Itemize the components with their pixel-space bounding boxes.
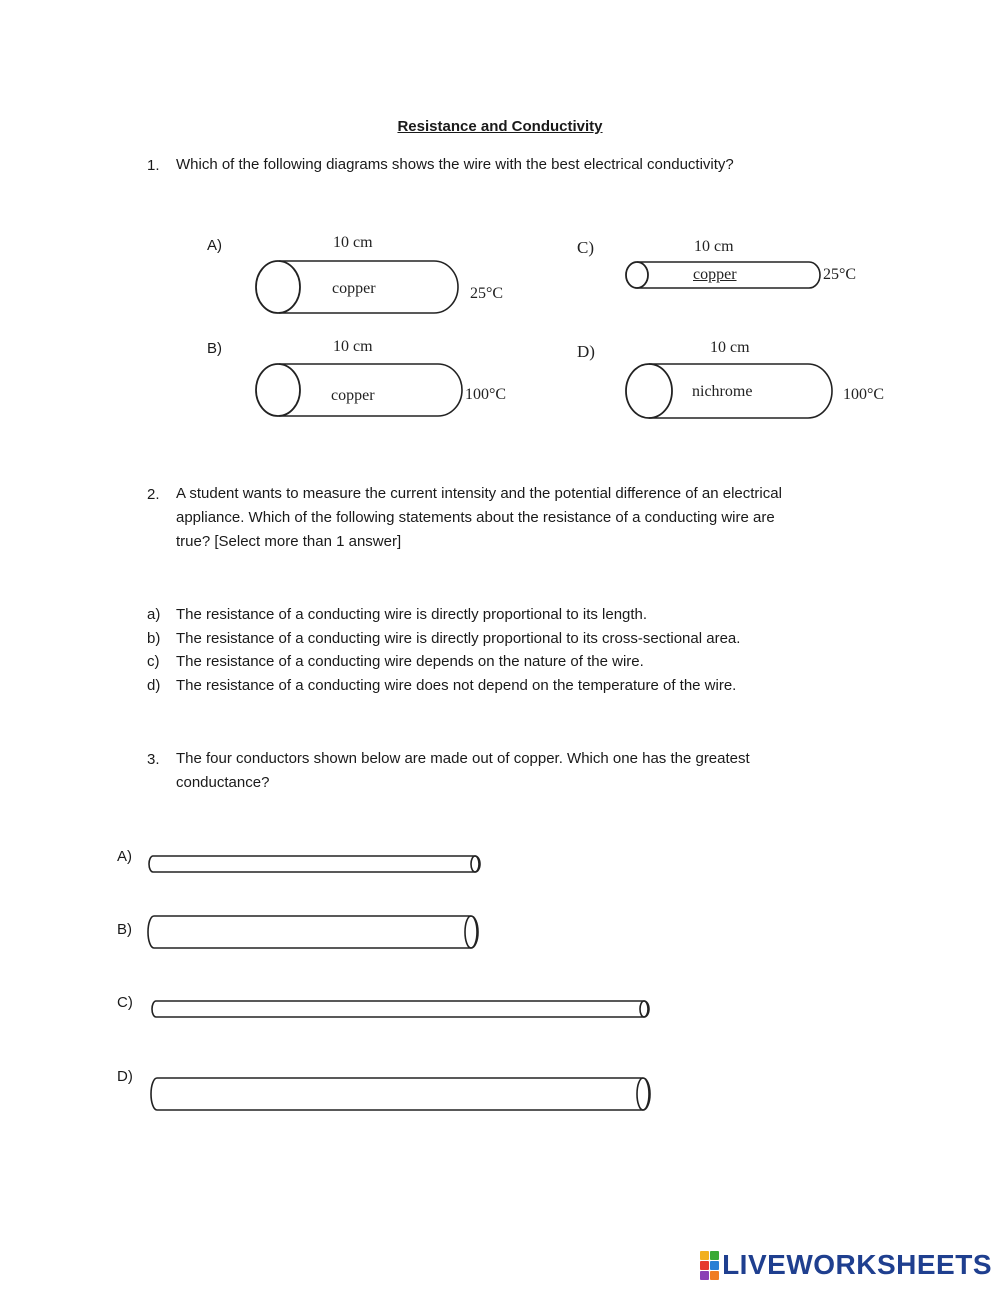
q1-option-b-length: 10 cm bbox=[333, 338, 373, 355]
q1-option-d-letter[interactable]: D) bbox=[577, 342, 595, 361]
q3-option-a-letter[interactable]: A) bbox=[117, 848, 132, 865]
liveworksheets-logo-text: LIVEWORKSHEETS bbox=[722, 1249, 992, 1280]
question-2-line-2: appliance. Which of the following statements about the resistance of a conducting wire are bbox=[176, 509, 775, 526]
q2-option-d-text[interactable]: The resistance of a conducting wire does not depend on the temperature of the wire. bbox=[176, 677, 737, 694]
q3-option-b-wire bbox=[146, 914, 486, 950]
q1-option-c-temp: 25°C bbox=[823, 266, 857, 283]
q3-option-b-letter[interactable]: B) bbox=[117, 921, 132, 938]
q3-option-d-letter[interactable]: D) bbox=[117, 1068, 133, 1085]
q1-option-d-temp: 100°C bbox=[843, 386, 885, 403]
liveworksheets-logo bbox=[700, 1249, 992, 1281]
q2-option-a-letter[interactable]: a) bbox=[147, 606, 161, 623]
question-1-number: 1. bbox=[147, 157, 160, 174]
q2-option-c-letter[interactable]: c) bbox=[147, 653, 160, 670]
question-1-text: Which of the following diagrams shows the wire with the best electrical conductivity? bbox=[176, 156, 734, 173]
q2-option-a-text[interactable]: The resistance of a conducting wire is directly proportional to its length. bbox=[176, 606, 648, 623]
q3-option-d-wire bbox=[149, 1076, 659, 1112]
question-2-number: 2. bbox=[147, 486, 160, 503]
question-2-line-3: true? [Select more than 1 answer] bbox=[176, 533, 402, 550]
q2-option-c-text[interactable]: The resistance of a conducting wire depends on the nature of the wire. bbox=[176, 653, 644, 670]
q1-option-c-material: copper bbox=[693, 266, 737, 283]
q2-option-b-letter[interactable]: b) bbox=[147, 630, 161, 647]
question-3-number: 3. bbox=[147, 751, 160, 768]
q1-option-a-length: 10 cm bbox=[333, 234, 373, 251]
q1-option-d-length: 10 cm bbox=[710, 339, 750, 356]
q1-option-c-length: 10 cm bbox=[694, 238, 734, 255]
q3-option-c-letter[interactable]: C) bbox=[117, 994, 133, 1011]
liveworksheets-logo-icon bbox=[700, 1251, 719, 1280]
question-3-line-2: conductance? bbox=[176, 774, 270, 791]
question-2-line-1: A student wants to measure the current intensity and the potential difference of an electrical bbox=[176, 485, 782, 502]
q1-option-b-temp: 100°C bbox=[465, 386, 507, 403]
q1-option-c-letter[interactable]: C) bbox=[577, 238, 594, 257]
q2-option-b-text[interactable]: The resistance of a conducting wire is directly proportional to its cross-sectional area. bbox=[176, 630, 741, 647]
q2-option-d-letter[interactable]: d) bbox=[147, 677, 161, 694]
q1-option-d-material: nichrome bbox=[692, 383, 753, 400]
q1-option-a-material: copper bbox=[332, 280, 376, 297]
q1-option-a-temp: 25°C bbox=[470, 285, 504, 302]
q3-option-a-wire bbox=[147, 854, 487, 874]
page-title: Resistance and Conductivity bbox=[397, 118, 603, 135]
q1-option-b-letter[interactable]: B) bbox=[207, 340, 222, 357]
question-3-line-1: The four conductors shown below are made out of copper. Which one has the greatest bbox=[176, 750, 750, 767]
q1-option-b-material: copper bbox=[331, 387, 375, 404]
q1-option-a-letter[interactable]: A) bbox=[207, 237, 222, 254]
q3-option-c-wire bbox=[150, 999, 660, 1019]
